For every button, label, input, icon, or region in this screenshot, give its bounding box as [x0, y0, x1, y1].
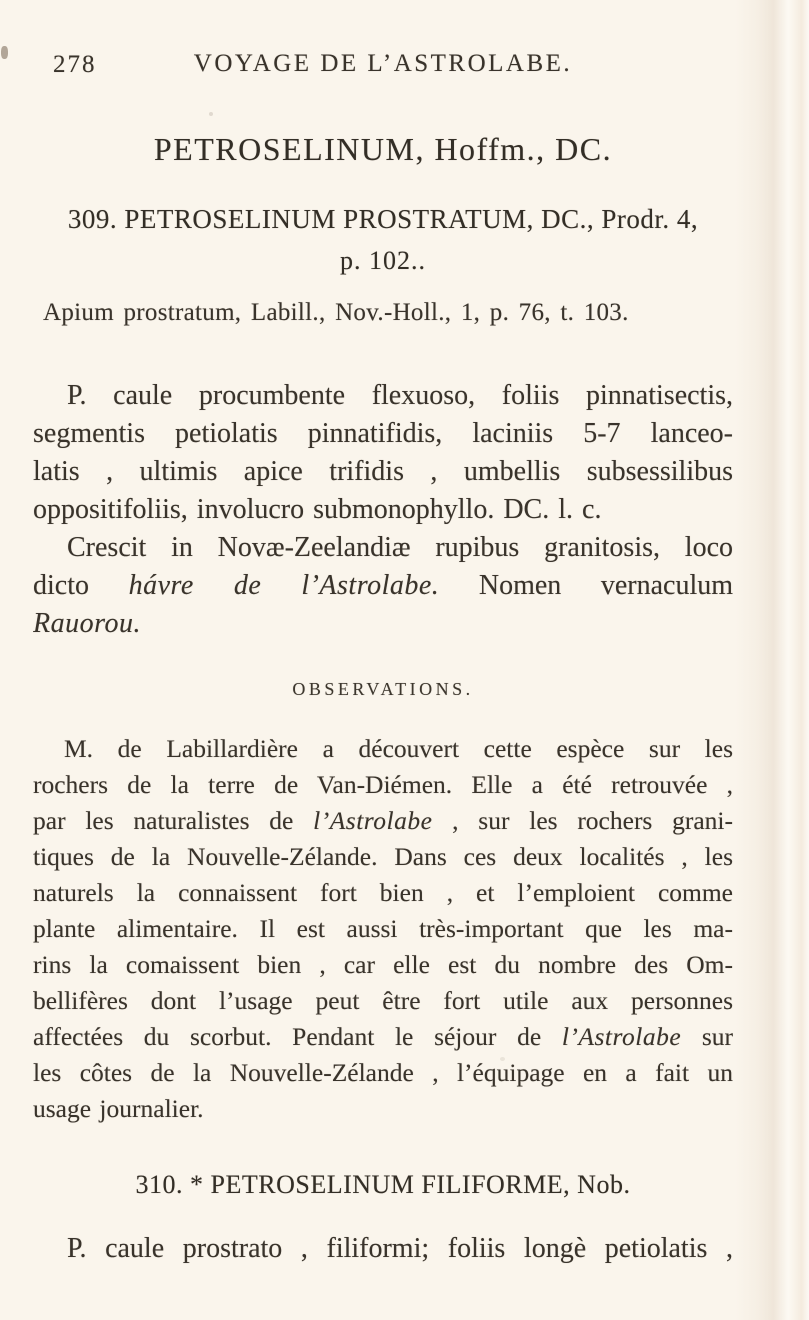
text-line: latis , ultimis apice trifidis , umbellis subsessilibus [33, 456, 733, 487]
page-number: 278 [53, 51, 97, 78]
ink-speck [209, 112, 213, 116]
text-line: les côtes de la Nouvelle-Zélande , l’équipage en a fait un [33, 1058, 733, 1087]
text-line: plante alimentaire. Il est aussi très-important que les ma- [33, 914, 733, 943]
text-line: M. de Labillardière a découvert cette espèce sur les [64, 734, 733, 763]
scan-edge-shadow [735, 0, 809, 1320]
genus-heading: PETROSELINUM, Hoffm., DC. [153, 131, 613, 167]
text-line: oppositifoliis, involucro submonophyllo. DC. l. c. [33, 494, 602, 525]
species-309-heading [33, 198, 733, 282]
text-line: par les naturalistes de l’Astrolabe , sur les rochers grani- [33, 806, 733, 835]
text-line: P. caule procumbente flexuoso, foliis pinnatisectis, [67, 380, 733, 411]
text-line: naturels la connaissent fort bien , et l’emploient comme [33, 878, 733, 907]
observations-paragraph [33, 731, 733, 1127]
ink-speck [1, 46, 8, 59]
text-line: tiques de la Nouvelle-Zélande. Dans ces deux localités , les [33, 842, 733, 871]
running-header [33, 50, 733, 78]
text-line: usage journalier. [33, 1094, 204, 1123]
habitat-paragraph [33, 529, 733, 643]
text-line: bellifères dont l’usage peut être fort utile aux personnes [33, 986, 733, 1015]
diagnosis-paragraph-309 [33, 377, 733, 529]
species-309-heading-line1: 309. PETROSELINUM PROSTRATUM, DC., Prodr. 4, [67, 204, 699, 234]
text-line: dicto hávre de l’Astrolabe. Nomen vernaculum [33, 570, 733, 601]
text-line: affectées du scorbut. Pendant le séjour de l’Astrolabe sur [33, 1022, 733, 1051]
text-line: Rauorou. [33, 608, 141, 639]
text-line: segmentis petiolatis pinnatifidis, laciniis 5-7 lanceo- [33, 418, 733, 449]
running-title: VOYAGE DE L’ASTROLABE. [193, 50, 573, 77]
species-309-heading-line2: p. 102.. [340, 246, 426, 275]
synonym-citation: Apium prostratum, Labill., Nov.-Holl., 1, p. 76, t. 103. [43, 299, 629, 326]
text-line: rochers de la terre de Van-Diémen. Elle a été retrouvée , [33, 770, 733, 799]
text-line: Crescit in Novæ-Zeelandiæ rupibus granitosis, loco [67, 532, 733, 563]
text-line: rins la comaissent bien , car elle est du nombre des Om- [33, 950, 733, 979]
observations-heading: OBSERVATIONS. [292, 679, 474, 699]
species-310-heading: 310. * PETROSELINUM FILIFORME, Nob. [135, 1170, 631, 1199]
diagnosis-paragraph-310 [33, 1230, 733, 1268]
text-line: P. caule prostrato , filiformi; foliis longè petiolatis , [67, 1233, 733, 1264]
